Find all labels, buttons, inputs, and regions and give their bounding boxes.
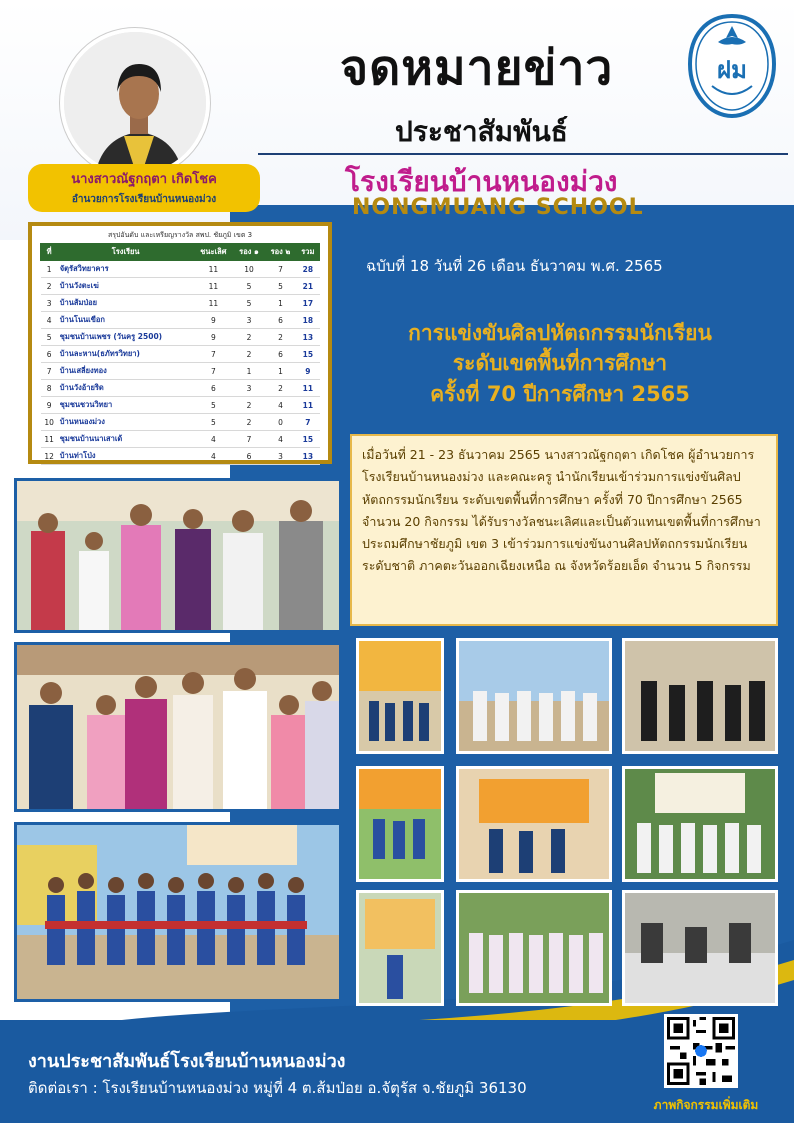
table-cell: 1 [41,261,58,278]
table-cell: 7 [265,261,297,278]
table-cell: จัตุรัสวิทยาคาร [58,261,194,278]
director-name-box [28,164,260,212]
table-cell: 7 [194,363,234,380]
table-cell: 7 [194,346,234,363]
results-table-title: สรุปอันดับ และเหรียญรางวัล สพป. ชัยภูมิ เขต 3 [107,231,253,239]
column-header: รวม [296,244,319,261]
table-row [41,329,320,346]
headline-line-1: การแข่งขันศิลปหัตถกรรมนักเรียน [408,321,712,345]
table-cell: 4 [265,431,297,448]
director-portrait [60,28,210,178]
table-cell: 15 [296,431,319,448]
table-cell: 6 [265,346,297,363]
table-cell: 3 [233,380,264,397]
director-position: อำนวยการโรงเรียนบ้านหนองม่วง [71,194,217,205]
table-cell: 9 [194,329,234,346]
table-row [41,431,320,448]
table-row [41,278,320,295]
table-cell: ชุมชนชวนวิทยา [58,397,194,414]
svg-text:ฝม: ฝม [717,56,747,84]
photo-group-2 [14,642,342,812]
table-cell: 2 [265,329,297,346]
table-cell: 3 [233,312,264,329]
header-divider [258,153,788,155]
table-cell: 9 [296,363,319,380]
table-cell: 2 [233,397,264,414]
table-cell: 13 [296,329,319,346]
school-name-thai: โรงเรียนบ้านหนองม่วง [345,165,618,198]
table-cell: ชุมชนบ้านนาเสาเด้ [58,431,194,448]
table-cell: 11 [296,380,319,397]
table-cell: 28 [296,261,319,278]
headline-line-3: ครั้งที่ 70 ปีการศึกษา 2565 [430,381,690,406]
table-row [41,312,320,329]
table-cell: 10 [41,414,58,431]
photo-small-5 [356,766,444,882]
photo-small-6 [622,766,778,882]
table-cell: 4 [265,397,297,414]
photo-small-9 [622,890,778,1006]
newsletter-subtitle: ประชาสัมพันธ์ [395,115,568,148]
table-row [41,295,320,312]
headline-line-2: ระดับเขตพื้นที่การศึกษา [452,351,668,376]
table-cell: 2 [233,329,264,346]
column-header: โรงเรียน [58,244,194,261]
table-cell: 11 [194,261,234,278]
column-header: ชนะเลิศ [194,244,234,261]
newsletter-title: จดหมายข่าว [340,40,614,96]
table-cell: 5 [265,278,297,295]
table-cell: 8 [41,380,58,397]
photo-small-8 [456,890,612,1006]
table-cell: 7 [233,431,264,448]
table-cell: ชุมชนบ้านเพชร (วันครู 2500) [58,329,194,346]
table-cell: 1 [233,363,264,380]
qr-label: ภาพกิจกรรมเพิ่มเติม [653,1098,759,1112]
photo-small-2 [456,638,612,754]
table-cell: 7 [41,363,58,380]
director-name: นางสาวณัฐกฤตา เกิดโชค [71,172,217,187]
table-row [41,363,320,380]
table-row [41,414,320,431]
table-cell: 6 [265,312,297,329]
photo-dance-performance [14,822,342,1002]
table-cell: 2 [233,346,264,363]
results-table [40,243,320,465]
table-cell: 5 [233,295,264,312]
table-cell: บ้านวังตะเฆ่ [58,278,194,295]
table-row [41,397,320,414]
table-cell: 6 [233,448,264,465]
table-cell: 21 [296,278,319,295]
table-cell: บ้านละหาน(ธภัทรวิทยา) [58,346,194,363]
table-cell: 18 [296,312,319,329]
table-cell: 1 [265,295,297,312]
table-cell: 2 [265,380,297,397]
table-cell: 11 [41,431,58,448]
table-cell: 5 [194,397,234,414]
column-header: รอง ๒ [265,244,297,261]
photo-small-4 [456,766,612,882]
table-cell: 4 [194,431,234,448]
table-cell: 9 [194,312,234,329]
table-cell: 5 [194,414,234,431]
table-cell: บ้านท่าโป่ง [58,448,194,465]
table-cell: 7 [296,414,319,431]
headline [350,318,770,409]
results-table-box [28,222,332,464]
table-row [41,261,320,278]
photo-group-1 [14,478,342,633]
school-name-english: NONGMUANG SCHOOL [352,195,644,220]
table-cell: บ้านหนองม่วง [58,414,194,431]
table-cell: 0 [265,414,297,431]
issue-line: ฉบับที่ 18 วันที่ 26 เดือน ธันวาคม พ.ศ. 2565 [366,257,663,275]
column-header: ที่ [41,244,58,261]
table-cell: 12 [41,448,58,465]
article-body: เมื่อวันที่ 21 - 23 ธันวาคม 2565 นางสาวณัฐกฤตา เกิดโชค ผู้อำนวยการโรงเรียนบ้านหนองม่วง และคณะครู นำนักเรียนเข้าร่วมการแข่งขันศิลปหัตถกรรมนักเรียน ระดับเขตพื้นที่การศึกษา ครั้งที่ 70 ปีการศึกษา 2565 จำนวน 20 กิจกรรม ได้รับรางวัลชนะเลิศและเป็นตัวแทนเขตพื้นที่การศึกษาประถมศึกษาชัยภูมิ เขต 3 เข้าร่วมการแข่งขันงานศิลปหัตถกรรมนักเรียน ระดับชาติ ภาคตะวันออกเฉียงเหนือ ณ จังหวัดร้อยเอ็ด จำนวน 5 กิจกรรม [350,434,778,626]
photo-small-1 [356,638,444,754]
column-header: รอง ๑ [233,244,264,261]
footer-department: งานประชาสัมพันธ์โรงเรียนบ้านหนองม่วง [28,1051,346,1072]
table-cell: 11 [194,278,234,295]
table-cell: 9 [41,397,58,414]
table-cell: 6 [194,380,234,397]
photo-small-7 [356,890,444,1006]
table-cell: 15 [296,346,319,363]
table-cell: 2 [41,278,58,295]
table-cell: บ้านโนนเขือก [58,312,194,329]
footer-contact: ติดต่อเรา : โรงเรียนบ้านหนองม่วง หมู่ที่ 4 ต.ส้มป่อย อ.จัตุรัส จ.ชัยภูมิ 36130 [28,1079,527,1097]
table-row [41,448,320,465]
table-row [41,346,320,363]
table-cell: 11 [296,397,319,414]
table-cell: 6 [41,346,58,363]
table-row [41,380,320,397]
table-cell: 2 [233,414,264,431]
school-logo [688,12,776,120]
table-cell: 10 [233,261,264,278]
photo-small-3 [622,638,778,754]
table-cell: บ้านส้มป่อย [58,295,194,312]
table-cell: 3 [41,295,58,312]
table-cell: 13 [296,448,319,465]
table-cell: 3 [265,448,297,465]
table-cell: 5 [41,329,58,346]
table-cell: 1 [265,363,297,380]
table-cell: 4 [194,448,234,465]
table-cell: 11 [194,295,234,312]
table-cell: บ้านเสลี่ยงทอง [58,363,194,380]
table-cell: 4 [41,312,58,329]
table-cell: 17 [296,295,319,312]
table-cell: 5 [233,278,264,295]
table-cell: บ้านวังอ้ายริด [58,380,194,397]
qr-code[interactable] [664,1014,738,1088]
